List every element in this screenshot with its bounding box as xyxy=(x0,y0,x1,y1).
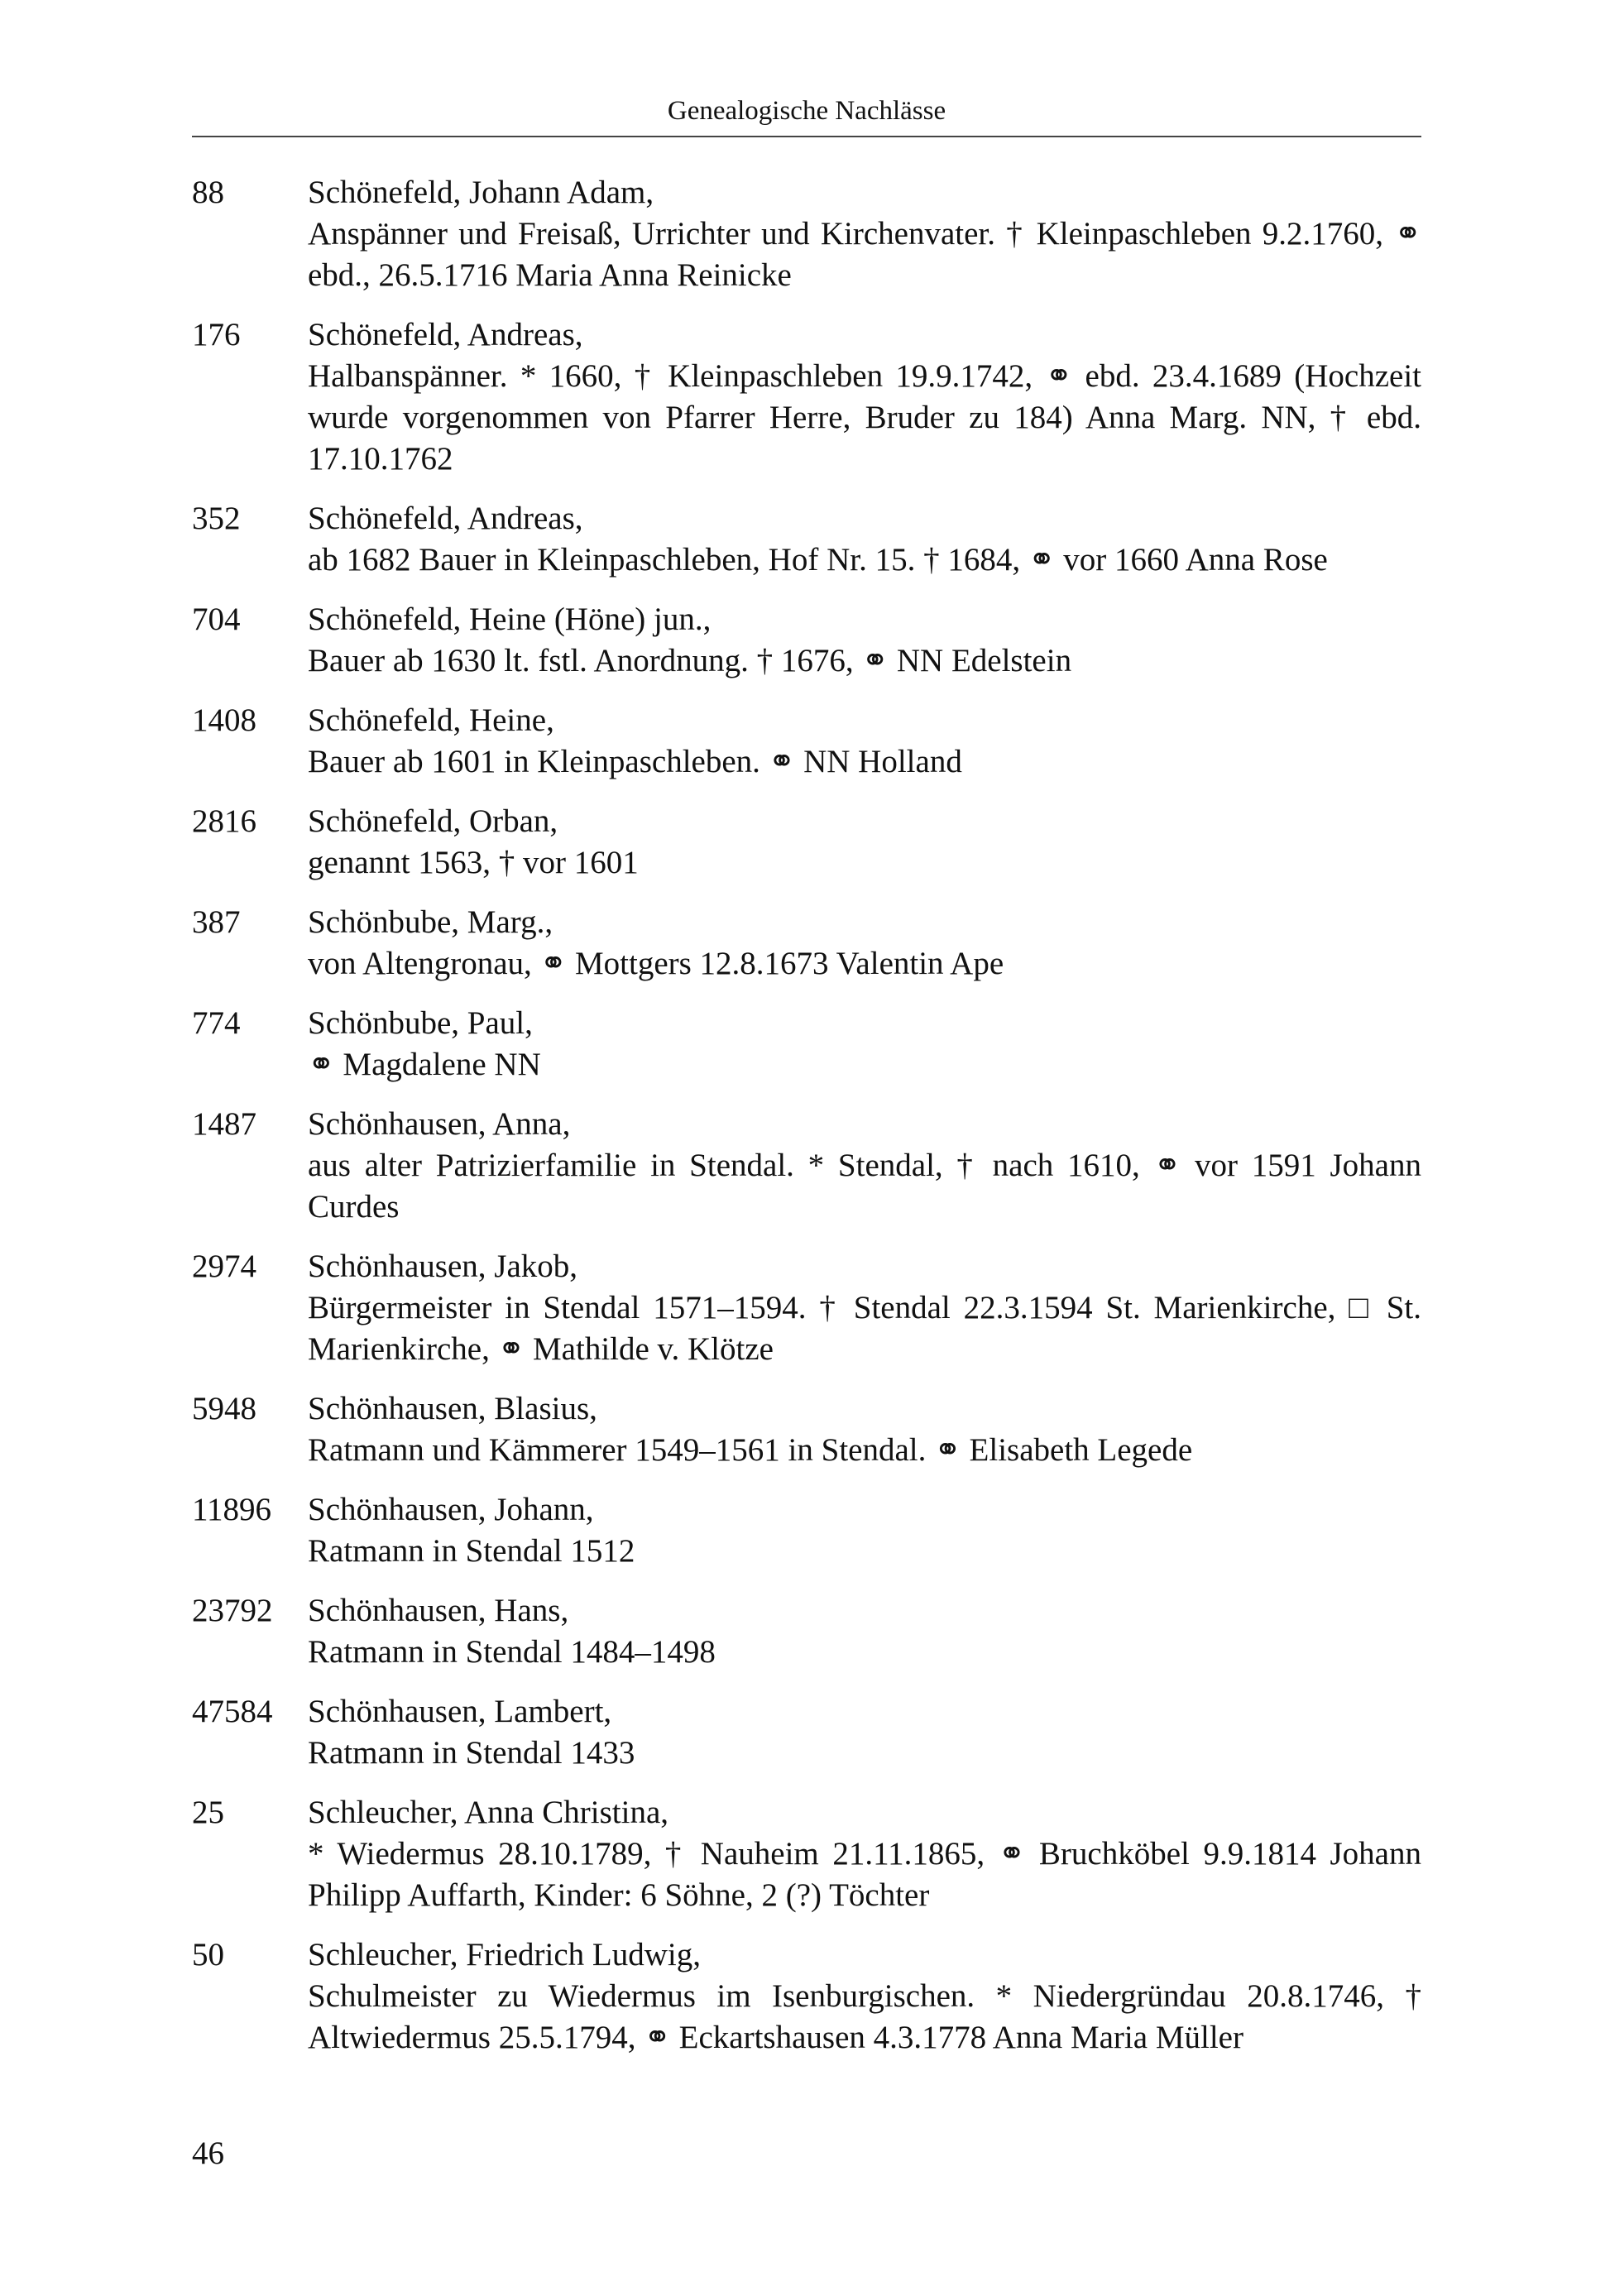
entry-number: 88 xyxy=(192,175,224,210)
entry xyxy=(192,801,1421,884)
entry-description: ab 1682 Bauer in Kleinpaschleben, Hof Nr. 15. † 1684, ⚭ vor 1660 Anna Rose xyxy=(308,542,1328,578)
entry-name: Schönhausen, Jakob, xyxy=(308,1249,578,1284)
entry-name: Schönbube, Marg., xyxy=(308,904,553,940)
entry-name: Schleucher, Anna Christina, xyxy=(308,1795,669,1830)
page-number: 46 xyxy=(192,2135,224,2171)
entry-number: 704 xyxy=(192,602,241,637)
entry xyxy=(192,1691,1421,1774)
entry-list xyxy=(192,172,1421,2077)
entry-description: von Altengronau, ⚭ Mottgers 12.8.1673 Valentin Ape xyxy=(308,946,1004,981)
entry-name: Schönefeld, Orban, xyxy=(308,803,558,839)
running-header: Genealogische Nachlässe xyxy=(667,96,946,126)
entry-number: 387 xyxy=(192,904,241,940)
entry-name: Schönhausen, Anna, xyxy=(308,1106,571,1142)
entry xyxy=(192,1934,1421,2059)
entry-description: genannt 1563, † vor 1601 xyxy=(308,845,639,880)
entry-description: Halbanspänner. * 1660, † Kleinpaschleben 19.9.1742, ⚭ ebd. 23.4.1689 (Hochzeit wurde vorgenommen von Pfarrer Herre, Bruder zu 184) Anna Marg. NN, † ebd. 17.10.1762 xyxy=(308,358,1421,477)
entry-name: Schönhausen, Hans, xyxy=(308,1593,569,1628)
entry-description: Anspänner und Freisaß, Urrichter und Kirchenvater. † Kleinpaschleben 9.2.1760, ⚭ ebd., 26.5.1716 Maria Anna Reinicke xyxy=(308,216,1421,293)
entry-number: 50 xyxy=(192,1937,224,1972)
entry-body xyxy=(308,1246,1421,1370)
entry-number: 2974 xyxy=(192,1249,256,1284)
entry xyxy=(192,1792,1421,1916)
entry-body xyxy=(308,599,1421,682)
entry-description: Bürgermeister in Stendal 1571–1594. † Stendal 22.3.1594 St. Marienkirche, □ St. Marienkirche, ⚭ Mathilde v. Klötze xyxy=(308,1290,1421,1367)
entry xyxy=(192,1590,1421,1673)
entry-number: 774 xyxy=(192,1005,241,1041)
entry xyxy=(192,1003,1421,1086)
entry-body xyxy=(308,1792,1421,1916)
entry-name: Schönefeld, Heine, xyxy=(308,702,554,738)
entry-number: 352 xyxy=(192,501,241,536)
header-rule xyxy=(192,136,1421,137)
entry-number: 1408 xyxy=(192,702,256,738)
entry-name: Schönhausen, Johann, xyxy=(308,1492,594,1527)
entry-description: * Wiedermus 28.10.1789, † Nauheim 21.11.1865, ⚭ Bruchköbel 9.9.1814 Johann Philipp Auffarth, Kinder: 6 Söhne, 2 (?) Töchter xyxy=(308,1836,1421,1913)
entry-body xyxy=(308,902,1421,985)
entry-body xyxy=(308,498,1421,581)
entry-body xyxy=(308,801,1421,884)
entry xyxy=(192,700,1421,783)
entry-description: aus alter Patrizierfamilie in Stendal. * Stendal, † nach 1610, ⚭ vor 1591 Johann Curdes xyxy=(308,1148,1421,1225)
entry xyxy=(192,902,1421,985)
entry-name: Schönbube, Paul, xyxy=(308,1005,533,1041)
entry-body xyxy=(308,1934,1421,2059)
entry-body xyxy=(308,1388,1421,1471)
entry-number: 25 xyxy=(192,1795,224,1830)
entry-name: Schönefeld, Andreas, xyxy=(308,317,583,352)
entry-body xyxy=(308,700,1421,783)
entry-number: 1487 xyxy=(192,1106,256,1142)
entry-number: 176 xyxy=(192,317,241,352)
entry-description: Ratmann und Kämmerer 1549–1561 in Stendal. ⚭ Elisabeth Legede xyxy=(308,1432,1193,1468)
entry-description: ⚭ Magdalene NN xyxy=(308,1047,541,1082)
entry-body xyxy=(308,1590,1421,1673)
entry-body xyxy=(308,314,1421,480)
entry-description: Bauer ab 1601 in Kleinpaschleben. ⚭ NN Holland xyxy=(308,744,962,779)
entry xyxy=(192,1388,1421,1471)
entry-body xyxy=(308,1003,1421,1086)
entry-description: Bauer ab 1630 lt. fstl. Anordnung. † 1676, ⚭ NN Edelstein xyxy=(308,643,1072,678)
entry-body xyxy=(308,1691,1421,1774)
entry-description: Ratmann in Stendal 1512 xyxy=(308,1533,635,1569)
entry-name: Schönefeld, Andreas, xyxy=(308,501,583,536)
entry-number: 11896 xyxy=(192,1492,272,1527)
entry xyxy=(192,172,1421,296)
entry-name: Schleucher, Friedrich Ludwig, xyxy=(308,1937,701,1972)
entry-number: 23792 xyxy=(192,1593,273,1628)
entry-body xyxy=(308,172,1421,296)
entry-number: 2816 xyxy=(192,803,256,839)
entry xyxy=(192,599,1421,682)
entry xyxy=(192,1104,1421,1228)
entry xyxy=(192,314,1421,480)
entry-name: Schönefeld, Johann Adam, xyxy=(308,175,654,210)
entry-body xyxy=(308,1104,1421,1228)
entry-name: Schönefeld, Heine (Höne) jun., xyxy=(308,602,712,637)
entry-description: Ratmann in Stendal 1484–1498 xyxy=(308,1634,716,1670)
entry xyxy=(192,498,1421,581)
entry-number: 47584 xyxy=(192,1694,273,1729)
entry-body xyxy=(308,1489,1421,1572)
entry xyxy=(192,1489,1421,1572)
entry-name: Schönhausen, Lambert, xyxy=(308,1694,612,1729)
entry-description: Schulmeister zu Wiedermus im Isenburgischen. * Niedergründau 20.8.1746, † Altwiedermus 25.5.1794, ⚭ Eckartshausen 4.3.1778 Anna Maria Müller xyxy=(308,1978,1421,2055)
entry-number: 5948 xyxy=(192,1391,256,1426)
entry-name: Schönhausen, Blasius, xyxy=(308,1391,597,1426)
entry-description: Ratmann in Stendal 1433 xyxy=(308,1735,635,1771)
entry xyxy=(192,1246,1421,1370)
